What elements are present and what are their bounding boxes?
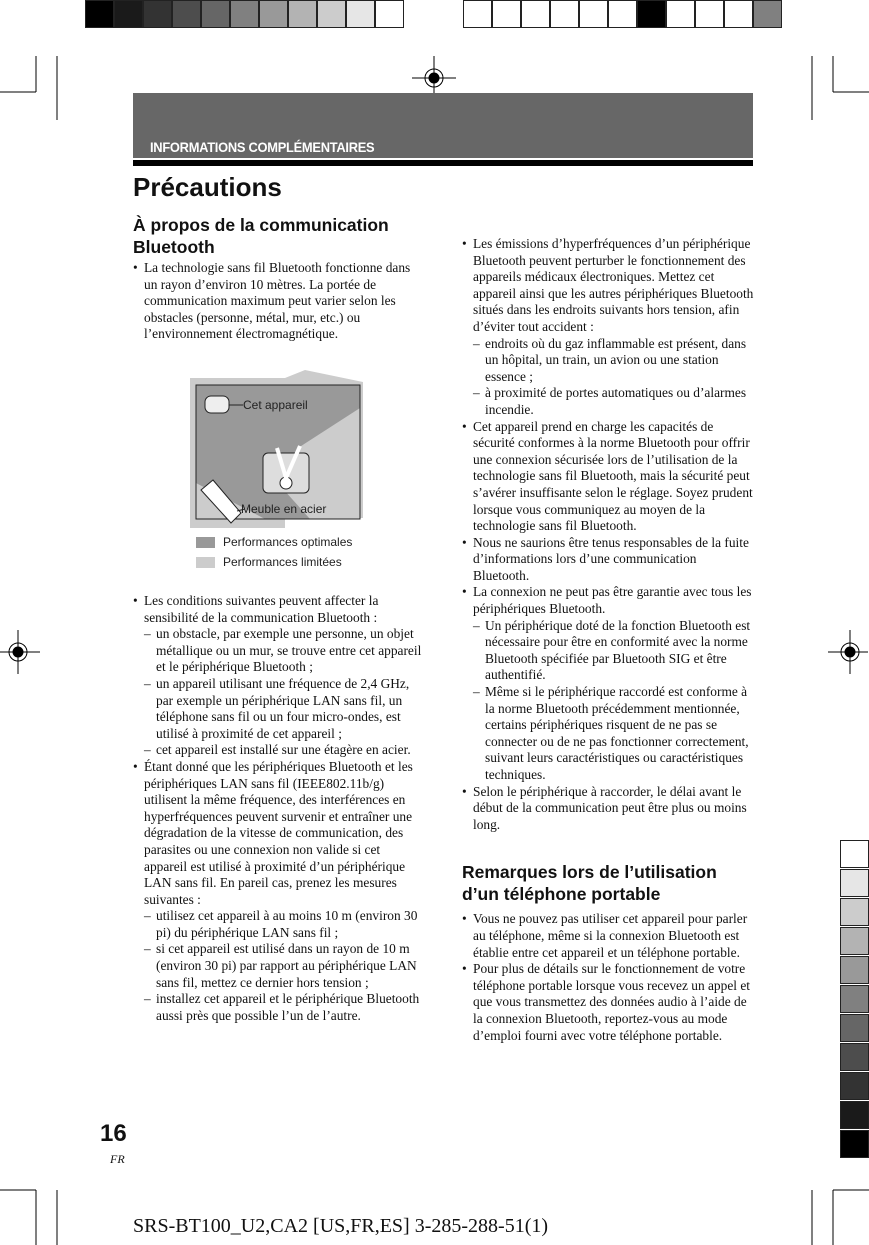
legend-limited-label: Performances limitées [223,555,342,569]
bullet-text: Vous ne pouvez pas utiliser cet appareil pour parler au téléphone, même si la connexion Bluetooth est établie entre cet appareil et un téléphone portable. [473,911,748,960]
furniture-label: Meuble en acier [241,502,327,516]
legend-swatch-optimal [196,537,215,548]
page-language: FR [110,1152,125,1166]
page-title: Précautions [133,172,282,202]
print-code: SRS-BT100_U2,CA2 [US,FR,ES] 3-285-288-51(1) [133,1215,549,1237]
page-number: 16 [100,1120,127,1147]
bullet-item [462,419,754,535]
bullet-item [462,584,754,617]
bullet-item [462,961,754,1044]
bullet-text: La connexion ne peut pas être garantie avec tous les périphériques Bluetooth. [473,584,752,617]
sub-item: – Un périphérique doté de la fonction Bluetooth est nécessaire pour être en conformité avec la norme Bluetooth spécifiée par Bluetooth SIG et être authentifié. [462,618,754,684]
sub-item: – un obstacle, par exemple une personne, un objet métallique ou un mur, se trouve entre cet appareil et le périphérique Bluetooth ; [133,626,423,676]
sub-item: – si cet appareil est utilisé dans un rayon de 10 m (environ 30 pi) par rapport au périphérique LAN sans fil, mettez ce dernier hors tension ; [133,941,423,991]
legend-optimal [196,535,352,549]
phone-bullet-list [462,911,754,1044]
sub-item: – utilisez cet appareil à au moins 10 m (environ 30 pi) du périphérique LAN sans fil ; [133,908,423,941]
right-column [462,236,754,1044]
sub-item: – installez cet appareil et le périphérique Bluetooth aussi près que possible l’un de l’autre. [133,991,423,1024]
sub-item: – un appareil utilisant une fréquence de 2,4 GHz, par exemple un périphérique LAN sans fil, un téléphone sans fil ou un four micro-ondes, est utilisé à proximité de cet appareil ; [133,676,423,742]
left-column-lower [133,593,423,1024]
legend-optimal-label: Performances optimales [223,535,353,549]
bullet-text: Nous ne saurions être tenus responsables de la fuite d’informations lors d’une communication Bluetooth. [473,534,749,583]
left-column [133,214,423,343]
legend-limited [196,555,342,569]
bullet-text: Les conditions suivantes peuvent affecter la sensibilité de la communication Bluetooth : [144,593,379,625]
bullet-item [462,535,754,585]
bullet-range: • La technologie sans fil Bluetooth fonctionne dans un rayon d’environ 10 mètres. La portée de communication maximum peut varier selon les obstacles (personne, métal, mur, etc.) ou l’environnement électromagnétique. [133,260,423,343]
bullet-item [462,911,754,961]
bullet-text: Pour plus de détails sur le fonctionnement de votre téléphone portable lorsque vous recevez un appel et que vous transmettez des données audio à l’aide de la connexion Bluetooth, reportez-vous au mode d’emploi fourni avec votre téléphone portable. [473,961,750,1043]
header-rule [133,160,753,166]
bullet-item [462,784,754,834]
bullet-text: Selon le périphérique à raccorder, le délai avant le début de la communication peut être plus ou moins long. [473,783,747,832]
legend-swatch-limited [196,557,215,568]
bullet-item [133,759,423,908]
bullet-text: Étant donné que les périphériques Bluetooth et les périphériques LAN sans fil (IEEE802.11b/g) utilisent la même fréquence, des interférences en hyperfréquences peuvent survenir et entraîner une dégradation de la vitesse de communication, des parasites ou une connexion non valide si cet appareil est utilisé à proximité d’un périphérique LAN sans fil. En pareil cas, prenez les mesures suivantes : [144,758,413,907]
bullet-text: Les émissions d’hyperfréquences d’un périphérique Bluetooth peuvent perturber le fonctionnement des appareils médicaux électroniques. Mettez cet appareil ainsi que les autres périphériques Bluetooth situés dans les endroits suivants hors tension, afin d’éviter tout accident : [473,236,754,334]
section-heading-phone: Remarques lors de l’utilisation d’un téléphone portable [462,862,717,905]
section-label: INFORMATIONS COMPLÉMENTAIRES [150,139,375,155]
right-bullet-list [462,236,754,833]
bullet-text: Cet appareil prend en charge les capacités de sécurité conformes à la norme Bluetooth pour offrir une connexion sécurisée lors de l’utilisation de la technologie sans fil Bluetooth, mais la sécurité peut s’avérer insuffisante selon le réglage. Soyez prudent lorsque vous communiquez au moyen de la technologie sans fil Bluetooth. [473,418,753,534]
section-heading-bluetooth: À propos de la communication Bluetooth [133,215,389,257]
left-bullet-list [133,593,423,1024]
bullet-item [462,236,754,336]
sub-item: – endroits où du gaz inflammable est présent, dans un hôpital, un train, un avion ou une station essence ; [462,336,754,386]
sub-item: – à proximité de portes automatiques ou d’alarmes incendie. [462,385,754,418]
sub-item: – cet appareil est installé sur une étagère en acier. [133,742,423,759]
range-diagram [185,368,365,528]
bullet-item [133,593,423,626]
sub-item: – Même si le périphérique raccordé est conforme à la norme Bluetooth précédemment mentionnée, certains périphériques risquent de ne pas se connecter ou de ne pas fonctionner correctement, suivant leurs caractéristiques ou caractéristiques techniques. [462,684,754,784]
device-label: Cet appareil [243,398,308,412]
